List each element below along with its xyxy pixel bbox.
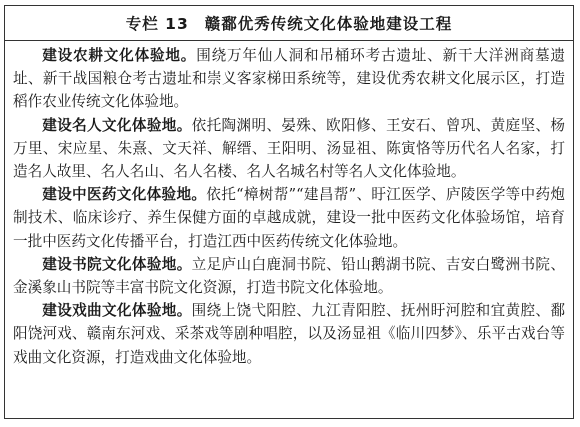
paragraph-lead: 建设名人文化体验地。	[42, 116, 192, 134]
paragraph-text: 依托“樟树帮”“建昌帮”、盱江医学、庐陵医学等中药炮制技术、临床诊疗、养生保健方面的卓越成就，建设一批中医药文化体验场馆，培育一批中医药文化传播平台，打造江西中医药传统文化体验地。	[13, 186, 565, 250]
paragraph-celebrities	[13, 114, 565, 184]
column-box	[4, 5, 574, 419]
paragraph-text: 依托陶渊明、晏殊、欧阳修、王安石、曾巩、黄庭坚、杨万里、宋应星、朱熹、文天祥、解缙、王阳明、汤显祖、陈寅恪等历代名人名家，打造名人故里、名人名山、名人名楼、名人名城名村等名人文化体验地。	[13, 116, 565, 181]
paragraph-medicine	[13, 183, 565, 253]
paragraph-text: 围绕上饶弋阳腔、九江青阳腔、抚州盱河腔和宜黄腔、鄱阳饶河戏、赣南东河戏、采茶戏等剧种唱腔，以及汤显祖《临川四梦》、乐平古戏台等戏曲文化资源，打造戏曲文化体验地。	[13, 302, 565, 366]
column-title: 赣鄱优秀传统文化体验地建设工程	[204, 15, 453, 33]
paragraph-lead: 建设戏曲文化体验地。	[42, 302, 192, 320]
paragraph-opera	[13, 299, 565, 369]
paragraph-text: 立足庐山白鹿洞书院、铅山鹅湖书院、吉安白鹭洲书院、金溪象山书院等丰富书院文化资源，打造书院文化体验地。	[13, 255, 565, 297]
paragraph-lead: 建设中医药文化体验地。	[42, 186, 207, 204]
paragraph-lead: 建设书院文化体验地。	[42, 255, 192, 273]
paragraph-farming	[13, 44, 565, 114]
column-header	[5, 6, 573, 41]
paragraph-academies	[13, 253, 565, 299]
column-body	[5, 41, 573, 369]
column-number: 专栏 13	[125, 15, 189, 33]
paragraph-text: 围绕万年仙人洞和吊桶环考古遗址、新干大洋洲商墓遗址、新干战国粮仓考古遗址和崇义客家梯田系统等，建设优秀农耕文化展示区，打造稻作农业传统文化体验地。	[13, 47, 565, 111]
paragraph-lead: 建设农耕文化体验地。	[42, 47, 197, 64]
